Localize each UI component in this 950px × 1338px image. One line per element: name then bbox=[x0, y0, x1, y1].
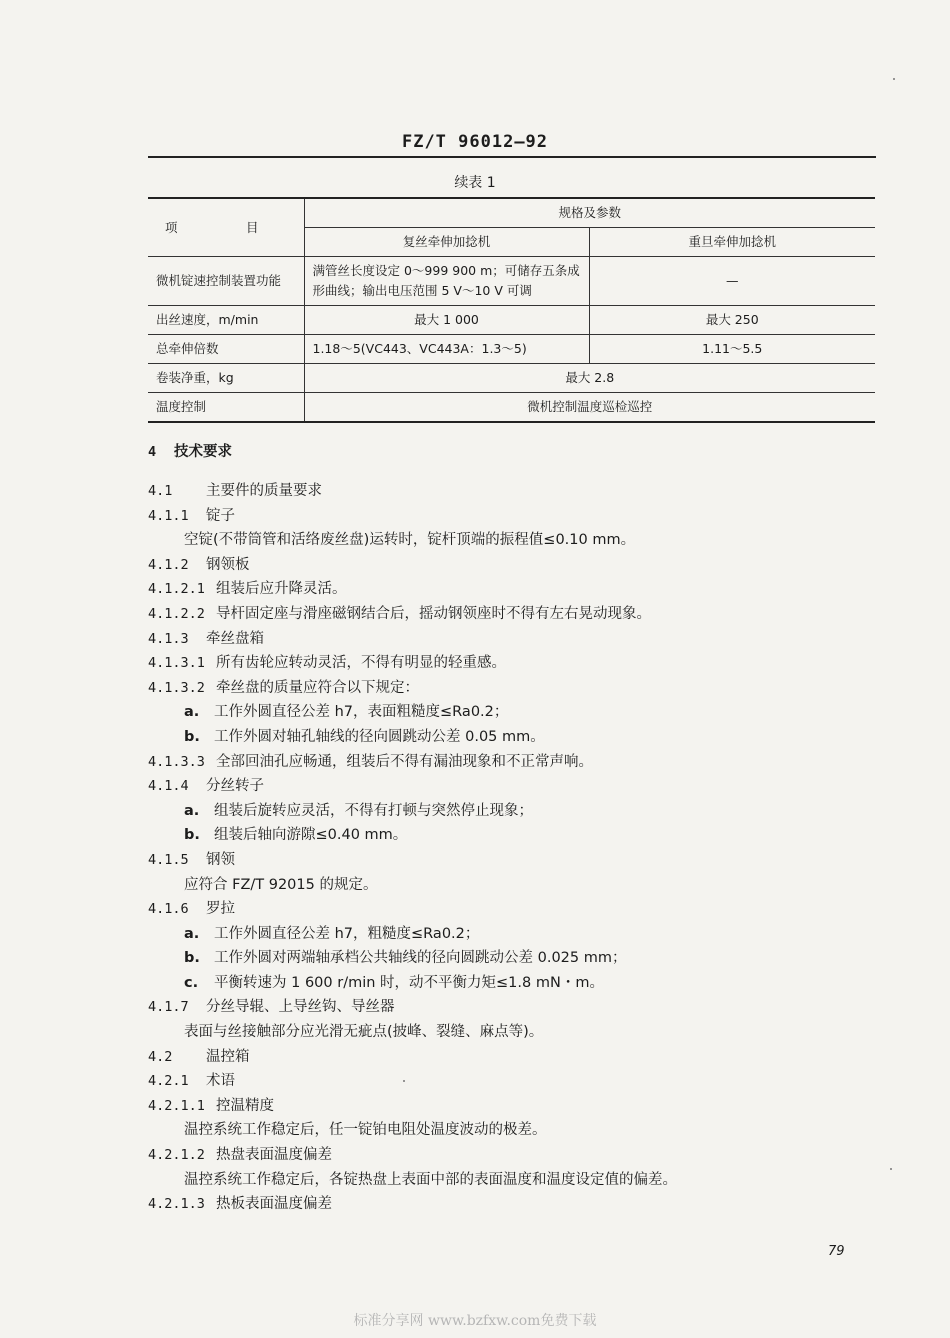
clause-4-2-1-1: 4.2.1.1 控温精度 bbox=[148, 1097, 274, 1114]
table-cell-label: 卷装净重，kg bbox=[148, 364, 304, 393]
section-title: 技术要求 bbox=[174, 444, 232, 460]
clause-4-2-1-3: 4.2.1.3 热板表面温度偏差 bbox=[148, 1196, 332, 1213]
page-number: 79 bbox=[828, 1244, 845, 1259]
table-cell-merged: 微机控制温度巡检巡控 bbox=[304, 393, 875, 423]
list-item: a. 工作外圆直径公差 h7，表面粗糙度≤Ra0.2； bbox=[184, 704, 509, 721]
section-4 bbox=[148, 440, 888, 465]
list-item: b. 工作外圆对轴孔轴线的径向圆跳动公差 0.05 mm。 bbox=[184, 728, 545, 745]
table-cell-a: 1.18～5(VC443、VC443A：1.3～5) bbox=[304, 335, 589, 364]
clause-body: 温控系统工作稳定后，各锭热盘上表面中部的表面温度和温度设定值的偏差。 bbox=[184, 1171, 677, 1188]
list-item: b. 组装后轴向游隙≤0.40 mm。 bbox=[184, 827, 408, 844]
list-item: a. 工作外圆直径公差 h7，粗糙度≤Ra0.2； bbox=[184, 925, 480, 942]
table-cell-merged: 最大 2.8 bbox=[304, 364, 875, 393]
scan-speck bbox=[893, 78, 895, 80]
table-row bbox=[148, 306, 875, 335]
spec-table bbox=[148, 197, 875, 423]
table-row bbox=[148, 393, 875, 423]
table-cell-b: 1.11～5.5 bbox=[589, 335, 875, 364]
list-item: a. 组装后旋转应灵活，不得有打顿与突然停止现象； bbox=[184, 802, 533, 819]
header-rule bbox=[148, 156, 876, 158]
table-cell-label: 总牵伸倍数 bbox=[148, 335, 304, 364]
table-row bbox=[148, 257, 875, 306]
clause-body: 空锭(不带筒管和活络废丝盘)运转时，锭杆顶端的振程值≤0.10 mm。 bbox=[184, 532, 636, 549]
section-body bbox=[148, 479, 888, 1217]
clause-4-1-2-1: 4.1.2.1 组装后应升降灵活。 bbox=[148, 581, 347, 598]
clause-body: 应符合 FZ/T 92015 的规定。 bbox=[184, 876, 378, 893]
list-item: b. 工作外圆对两端轴承档公共轴线的径向圆跳动公差 0.025 mm； bbox=[184, 950, 627, 967]
clause-4-1-3-1: 4.1.3.1 所有齿轮应转动灵活，不得有明显的轻重感。 bbox=[148, 655, 506, 672]
clause-4-1-3: 4.1.3 牵丝盘箱 bbox=[148, 630, 264, 647]
table-caption: 续表 1 bbox=[454, 175, 496, 191]
clause-body: 表面与丝接触部分应光滑无疵点(披峰、裂缝、麻点等)。 bbox=[184, 1024, 544, 1041]
table-cell-b: — bbox=[589, 257, 875, 306]
clause-4-1-7: 4.1.7 分丝导辊、上导丝钩、导丝器 bbox=[148, 999, 395, 1016]
clause-4-1-4: 4.1.4 分丝转子 bbox=[148, 778, 264, 795]
watermark: 标准分享网 www.bzfxw.com免费下载 bbox=[353, 1313, 597, 1329]
table-col-a: 复丝牵伸加捻机 bbox=[304, 228, 589, 257]
table-row bbox=[148, 364, 875, 393]
clause-4-1-3-3: 4.1.3.3 全部回油孔应畅通，组装后不得有漏油现象和不正常声响。 bbox=[148, 753, 593, 770]
table-row bbox=[148, 335, 875, 364]
clause-4-2-1-2: 4.2.1.2 热盘表面温度偏差 bbox=[148, 1147, 332, 1164]
clause-4-1-2-2: 4.1.2.2 导杆固定座与滑座磁钢结合后，摇动钢领座时不得有左右晃动现象。 bbox=[148, 605, 651, 622]
section-number: 4 bbox=[148, 444, 157, 460]
table-cell-label: 出丝速度，m/min bbox=[148, 306, 304, 335]
table-header-spec: 规格及参数 bbox=[304, 198, 875, 228]
clause-4-2: 4.2 温控箱 bbox=[148, 1048, 250, 1065]
scan-speck bbox=[403, 1080, 405, 1082]
list-item: c. 平衡转速为 1 600 r/min 时，动不平衡力矩≤1.8 mN・m。 bbox=[184, 974, 604, 991]
clause-4-1-3-2: 4.1.3.2 牵丝盘的质量应符合以下规定： bbox=[148, 679, 419, 696]
clause-4-1-2: 4.1.2 钢领板 bbox=[148, 556, 250, 573]
table-cell-a: 最大 1 000 bbox=[304, 306, 589, 335]
clause-body: 温控系统工作稳定后，任一锭铂电阻处温度波动的极差。 bbox=[184, 1122, 547, 1139]
clause-4-1-1: 4.1.1 锭子 bbox=[148, 507, 235, 524]
clause-4-1-5: 4.1.5 钢领 bbox=[148, 851, 235, 868]
scan-speck bbox=[890, 1168, 892, 1170]
table-header-row bbox=[148, 198, 875, 228]
table-cell-label: 温度控制 bbox=[148, 393, 304, 423]
table-col-b: 重旦牵伸加捻机 bbox=[589, 228, 875, 257]
table-header-item: 项 目 bbox=[148, 198, 304, 257]
table-cell-label: 微机锭速控制装置功能 bbox=[148, 257, 304, 306]
section-heading bbox=[148, 440, 888, 465]
table-cell-a: 满管丝长度设定 0～999 900 m；可储存五条成形曲线；输出电压范围 5 V～10 V 可调 bbox=[304, 257, 589, 306]
standard-code-header: FZ/T 96012—92 bbox=[401, 132, 549, 152]
clause-4-1-6: 4.1.6 罗拉 bbox=[148, 901, 235, 918]
table-cell-b: 最大 250 bbox=[589, 306, 875, 335]
clause-4-1: 4.1 主要件的质量要求 bbox=[148, 483, 322, 499]
clause-4-2-1: 4.2.1 术语 bbox=[148, 1073, 235, 1090]
